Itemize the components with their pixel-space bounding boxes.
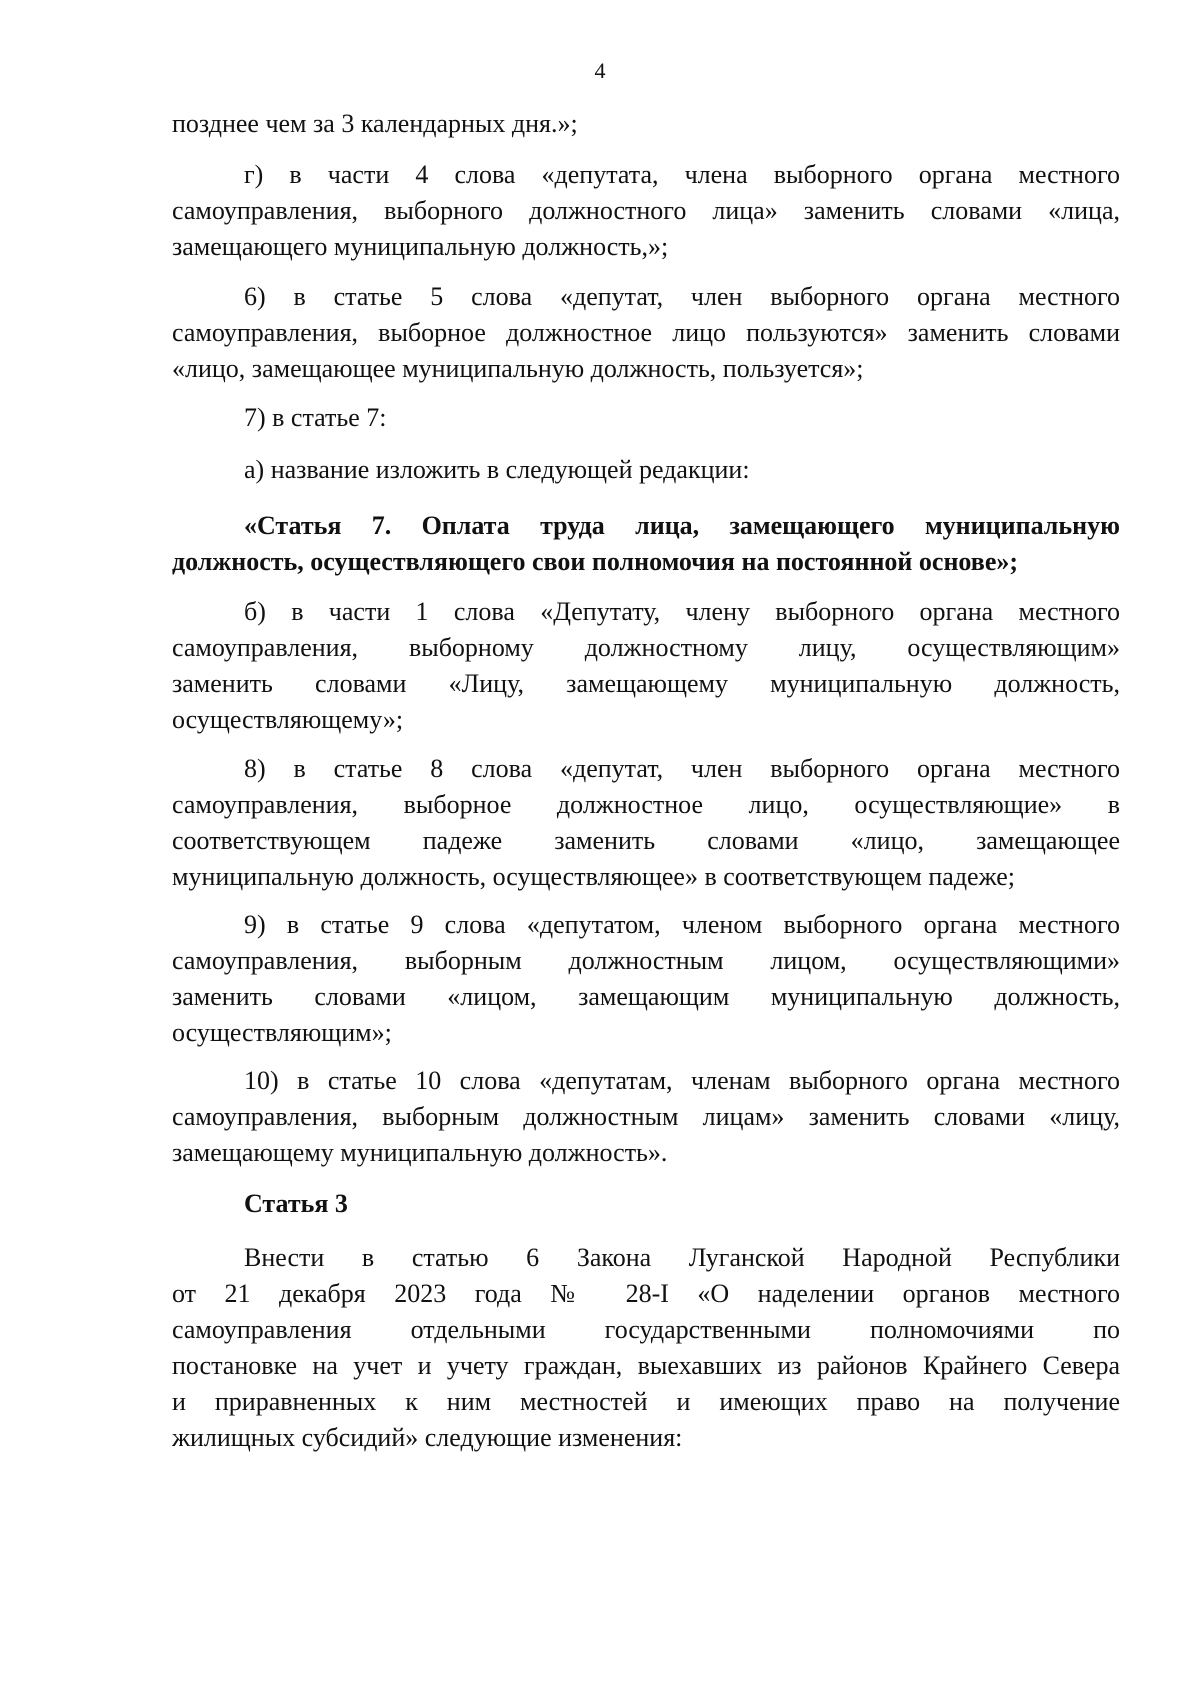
article-3-heading [172,1186,1120,1222]
text-line: самоуправления отдельными государственными полномочиями по [172,1315,1120,1344]
paragraph-item-g [172,157,1120,265]
text-line: самоуправления, выборное должностное лицо, осуществляющие» в [172,790,1120,819]
paragraph-item-8 [172,751,1120,895]
text-line: самоуправления, выборного должностного лица» заменить словами «лица, [172,196,1120,225]
text-line: самоуправления, выборному должностному лицу, осуществляющим» [172,633,1120,662]
text-line: а) название изложить в следующей редакции: [244,455,750,484]
text-line: заменить словами «Лицу, замещающему муниципальную должность, [172,669,1120,698]
text-line: муниципальную должность, осуществляющее» в соответствующем падеже; [172,862,1015,891]
text-line: и приравненных к ним местностей и имеющих право на получение [172,1387,1120,1416]
text-line: б) в части 1 слова «Депутату, члену выборного органа местного [244,597,1120,626]
paragraph-item-b [172,594,1120,738]
text-line: самоуправления, выборным должностным лицом, осуществляющими» [172,946,1120,975]
paragraph-item-10 [172,1063,1120,1171]
text-line: 9) в статье 9 слова «депутатом, членом выборного органа местного [244,910,1120,939]
text-line: «лицо, замещающее муниципальную должность, пользуется»; [172,354,864,383]
text-line: самоуправления, выборное должностное лицо пользуются» заменить словами [172,318,1120,347]
text-line: 10) в статье 10 слова «депутатам, членам выборного органа местного [244,1066,1120,1095]
text-line: от 21 декабря 2023 года № 28-I «О наделении органов местного [172,1279,1120,1308]
text-line: заменить словами «лицом, замещающим муниципальную должность, [172,982,1120,1011]
text-line: должность, осуществляющего свои полномочия на постоянной основе»; [172,547,1019,576]
text-line: замещающего муниципальную должность,»; [172,232,669,261]
paragraph-item-9 [172,907,1120,1051]
text-line: замещающему муниципальную должность». [172,1138,668,1167]
paragraph-item-a [172,452,1120,488]
text-line: «Статья 7. Оплата труда лица, замещающего муниципальную [244,511,1120,540]
text-line: 8) в статье 8 слова «депутат, член выборного органа местного [244,754,1120,783]
text-line: осуществляющему»; [172,705,404,734]
text-line: 7) в статье 7: [244,403,387,432]
text-line: самоуправления, выборным должностным лицам» заменить словами «лицу, [172,1102,1120,1131]
article-7-title [172,508,1120,580]
text-line: г) в части 4 слова «депутата, члена выборного органа местного [244,160,1120,189]
text-line: Статья 3 [244,1189,348,1218]
text-line: постановке на учет и учету граждан, выехавших из районов Крайнего Севера [172,1351,1120,1380]
paragraph-item-6 [172,279,1120,387]
text-line: Внести в статью 6 Закона Луганской Народной Республики [244,1243,1120,1272]
paragraph-continuation [172,106,1120,142]
text-line: позднее чем за 3 календарных дня.»; [172,109,578,138]
text-line: жилищных субсидий» следующие изменения: [172,1423,683,1452]
text-line: соответствующем падеже заменить словами «лицо, замещающее [172,826,1120,855]
text-line: осуществляющим»; [172,1018,392,1047]
text-line: 6) в статье 5 слова «депутат, член выборного органа местного [244,282,1120,311]
paragraph-article-3 [172,1240,1120,1456]
page-number: 4 [594,58,606,83]
paragraph-item-7 [172,400,1120,436]
